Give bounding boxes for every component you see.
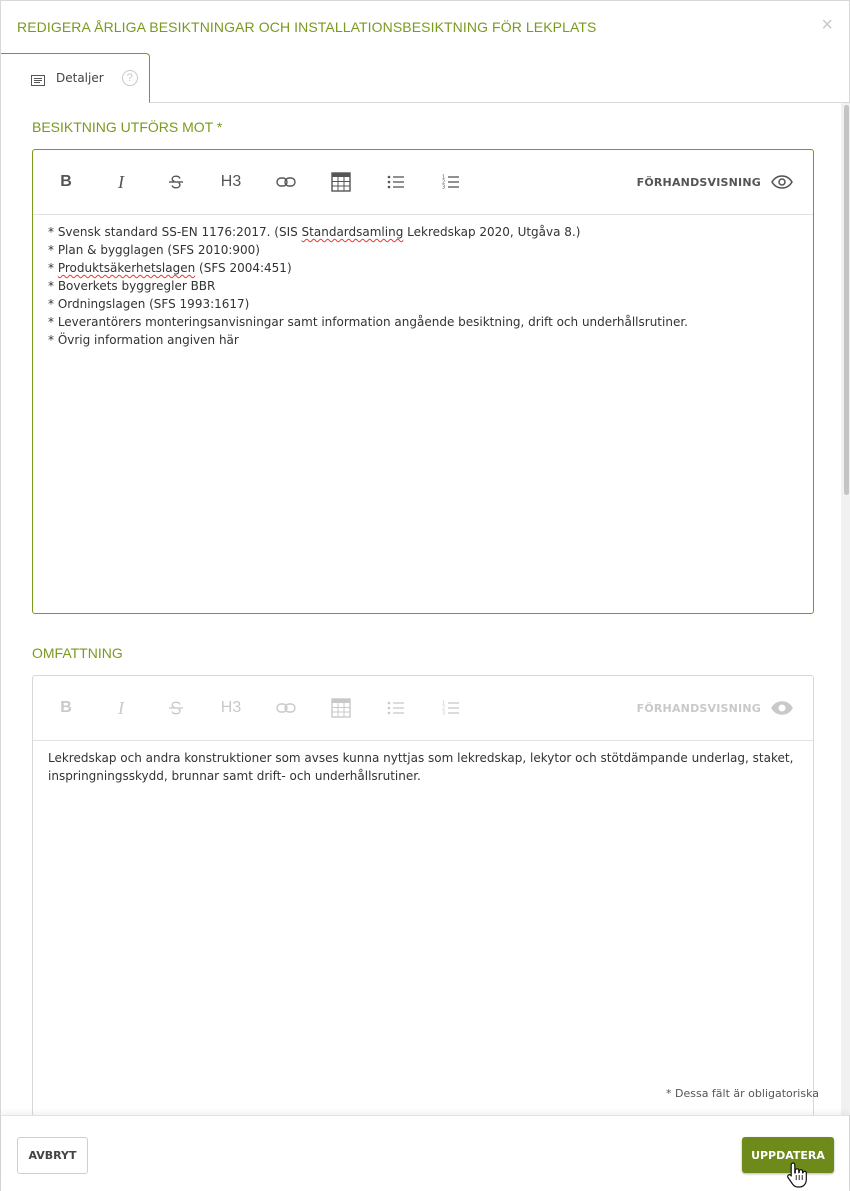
editor-paragraph: Lekredskap och andra konstruktioner som avses kunna nyttjas som lekredskap, lekytor och stötdämpande underlag, staket, inspringningsskydd, brunnar samt drift- och underhållsrutiner. [48,751,794,783]
svg-text:2: 2 [442,179,446,186]
strikethrough-icon [167,699,185,717]
preview-label: FÖRHANDSVISNING [636,701,761,715]
editor-line: * Övrig information angiven här [48,333,239,347]
cancel-button[interactable]: AVBRYT [17,1137,88,1174]
omfattning-label: OMFATTNING [32,645,123,661]
dialog-content [1,103,841,1115]
svg-text:3: 3 [442,184,446,190]
besiktning-editor [32,149,814,614]
help-icon[interactable]: ? [122,70,138,86]
svg-text:3: 3 [442,710,446,716]
svg-text:2: 2 [442,705,446,712]
update-button[interactable]: UPPDATERA [742,1137,834,1173]
strikethrough-icon [167,173,185,191]
link-button[interactable] [271,167,301,197]
required-fields-note: * Dessa fält är obligatoriska [666,1087,819,1100]
editor-line: * Leverantörers monteringsanvisningar samt information angående besiktning, drift och underhållsrutiner. [48,315,688,329]
editor-line: * Boverkets byggregler BBR [48,279,216,293]
editor-line: * Produktsäkerhetslagen (SFS 2004:451) [48,261,292,275]
close-icon[interactable]: × [821,14,833,36]
details-icon [31,73,45,84]
italic-button[interactable]: I [118,171,124,192]
tab-label: Detaljer [56,71,104,85]
strikethrough-button[interactable] [161,167,191,197]
italic-button[interactable]: I [118,697,124,718]
editor-line: * Ordningslagen (SFS 1993:1617) [48,297,250,311]
eye-icon [771,175,793,189]
heading-button[interactable]: H3 [220,699,242,716]
link-button[interactable] [271,693,301,723]
editor-toolbar [33,676,813,741]
svg-text:1: 1 [442,700,446,707]
numbered-list-button[interactable] [436,167,466,197]
editor-toolbar [33,150,813,215]
omfattning-editor [32,675,814,1115]
link-icon [276,176,296,188]
bullet-list-button[interactable] [381,693,411,723]
table-icon [331,172,351,192]
hand-cursor-icon [786,1161,808,1189]
tab-detaljer[interactable] [1,53,150,103]
besiktning-textarea[interactable] [33,215,813,357]
bold-button[interactable]: B [60,699,72,716]
heading-button[interactable]: H3 [220,173,242,190]
scrollbar[interactable] [841,103,850,1115]
preview-toggle[interactable] [637,693,793,723]
editor-line: * Plan & bygglagen (SFS 2010:900) [48,243,260,257]
link-icon [276,702,296,714]
numbered-list-button[interactable] [436,693,466,723]
besiktning-label: BESIKTNING UTFÖRS MOT * [32,119,223,135]
preview-label: FÖRHANDSVISNING [636,175,761,189]
scrollbar-thumb[interactable] [844,105,849,495]
strikethrough-button[interactable] [161,693,191,723]
numbered-list-icon [442,174,460,190]
table-icon [331,698,351,718]
table-button[interactable] [326,167,356,197]
editor-line: * Svensk standard SS-EN 1176:2017. (SIS Standardsamling Lekredskap 2020, Utgåva 8.) [48,225,581,239]
table-button[interactable] [326,693,356,723]
numbered-list-icon [442,700,460,716]
dialog-title: REDIGERA ÅRLIGA BESIKTNINGAR OCH INSTALLATIONSBESIKTNING FÖR LEKPLATS [17,19,597,35]
tab-bar [1,53,849,103]
dialog-header [1,1,849,53]
bold-button[interactable]: B [60,173,72,190]
eye-icon [771,701,793,715]
bullet-list-button[interactable] [381,167,411,197]
omfattning-textarea[interactable] [33,741,813,793]
preview-toggle[interactable] [637,167,793,197]
dialog-footer [1,1115,849,1191]
bullet-list-icon [387,701,405,715]
bullet-list-icon [387,175,405,189]
svg-text:1: 1 [442,174,446,181]
